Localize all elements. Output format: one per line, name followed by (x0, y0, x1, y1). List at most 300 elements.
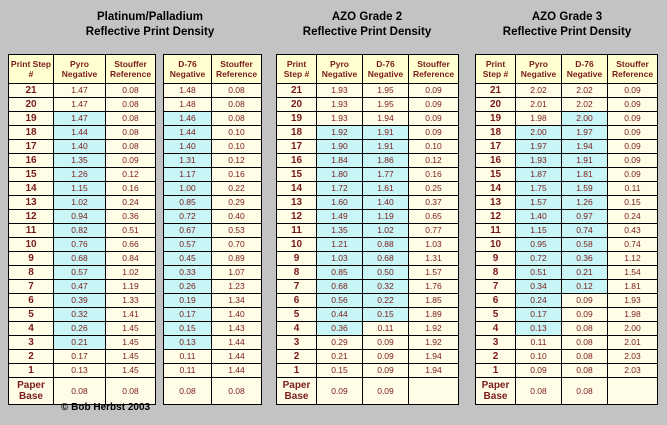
table-row (277, 154, 459, 168)
header-print-step: Print Step # (9, 55, 54, 84)
header-stouffer-reference: Stouffer Reference (106, 55, 156, 84)
stouffer-cell: 1.45 (106, 336, 156, 350)
d76-cell: 0.21 (562, 266, 608, 280)
d76-cell: 1.95 (363, 98, 409, 112)
table-row (9, 252, 156, 266)
table-row (9, 322, 156, 336)
stouffer-cell: 0.53 (212, 224, 262, 238)
step-cell: 20 (9, 98, 54, 112)
pyro-cell: 0.72 (516, 252, 562, 266)
stouffer-cell: 0.40 (212, 210, 262, 224)
d76-cell: 1.17 (164, 168, 212, 182)
d76-cell: 1.59 (562, 182, 608, 196)
stouffer-cell: 0.08 (212, 112, 262, 126)
step-cell: 9 (277, 252, 317, 266)
step-cell: 13 (9, 196, 54, 210)
table-row (277, 266, 459, 280)
stouffer-cell: 0.10 (409, 140, 459, 154)
step-cell: 10 (9, 238, 54, 252)
stouffer-cell: 0.29 (212, 196, 262, 210)
pyro-cell: 0.11 (516, 336, 562, 350)
table-row (9, 350, 156, 364)
table-row (9, 168, 156, 182)
table-row (164, 252, 262, 266)
pyro-cell: 1.44 (54, 126, 106, 140)
stouffer-cell: 1.94 (409, 364, 459, 378)
d76-cell: 0.97 (562, 210, 608, 224)
step-cell: 4 (277, 322, 317, 336)
stouffer-cell: 1.12 (608, 252, 658, 266)
stouffer-cell: 1.89 (409, 308, 459, 322)
stouffer-cell: 1.93 (608, 294, 658, 308)
stouffer-cell: 0.08 (106, 112, 156, 126)
step-cell: 19 (9, 112, 54, 126)
stouffer-cell: 1.45 (106, 322, 156, 336)
pyro-cell: 0.29 (317, 336, 363, 350)
pyro-cell: 0.68 (54, 252, 106, 266)
step-cell: 2 (277, 350, 317, 364)
table-row (9, 154, 156, 168)
step-cell: 20 (277, 98, 317, 112)
stouffer-cell: 0.09 (409, 84, 459, 98)
pyro-cell: 1.49 (317, 210, 363, 224)
table-row (476, 140, 658, 154)
stouffer-cell: 2.03 (608, 364, 658, 378)
d76-cell: 0.08 (164, 378, 212, 405)
stouffer-cell: 1.54 (608, 266, 658, 280)
pyro-cell: 0.26 (54, 322, 106, 336)
stouffer-cell: 0.43 (608, 224, 658, 238)
step-cell: 10 (277, 238, 317, 252)
stouffer-cell: 0.09 (608, 154, 658, 168)
stouffer-cell: 0.70 (212, 238, 262, 252)
pyro-cell: 0.32 (54, 308, 106, 322)
table-row (9, 182, 156, 196)
table-row (9, 126, 156, 140)
stouffer-cell: 1.92 (409, 336, 459, 350)
stouffer-cell: 1.31 (409, 252, 459, 266)
step-cell: 8 (9, 266, 54, 280)
azo2-title-line1: AZO Grade 2 (331, 11, 403, 23)
stouffer-cell: 0.09 (608, 84, 658, 98)
d76-cell: 1.94 (363, 112, 409, 126)
header-stouffer-reference: Stouffer Reference (212, 55, 262, 84)
d76-cell: 1.48 (164, 84, 212, 98)
step-cell: 18 (277, 126, 317, 140)
stouffer-cell: 1.33 (106, 294, 156, 308)
stouffer-cell: 1.19 (106, 280, 156, 294)
azo3-title (477, 10, 657, 40)
pyro-cell: 0.51 (516, 266, 562, 280)
stouffer-cell: 1.92 (409, 322, 459, 336)
d76-cell: 0.32 (363, 280, 409, 294)
stouffer-cell: 0.66 (106, 238, 156, 252)
step-cell: 15 (9, 168, 54, 182)
table-row (9, 364, 156, 378)
pyro-cell: 1.93 (516, 154, 562, 168)
d76-cell: 0.11 (164, 350, 212, 364)
step-cell: 2 (476, 350, 516, 364)
step-cell: 17 (9, 140, 54, 154)
d76-cell: 0.15 (363, 308, 409, 322)
d76-cell: 0.26 (164, 280, 212, 294)
table-row (164, 224, 262, 238)
pyro-cell: 1.97 (516, 140, 562, 154)
d76-cell: 0.68 (363, 252, 409, 266)
table-row (476, 336, 658, 350)
d76-cell: 0.08 (562, 364, 608, 378)
d76-cell: 0.09 (363, 378, 409, 405)
stouffer-cell: 1.44 (212, 364, 262, 378)
table-row (164, 308, 262, 322)
pyro-cell: 1.47 (54, 98, 106, 112)
table-row (277, 308, 459, 322)
pyro-cell: 0.44 (317, 308, 363, 322)
step-cell: 16 (9, 154, 54, 168)
table-row (476, 266, 658, 280)
pyro-cell: 0.56 (317, 294, 363, 308)
d76-cell: 0.22 (363, 294, 409, 308)
stouffer-cell: 0.09 (106, 154, 156, 168)
pyro-cell: 1.93 (317, 112, 363, 126)
table-row (164, 84, 262, 98)
stouffer-cell: 1.44 (212, 350, 262, 364)
step-cell: 17 (277, 140, 317, 154)
table-row (277, 98, 459, 112)
table-row (164, 168, 262, 182)
stouffer-cell: 2.00 (608, 322, 658, 336)
d76-cell: 0.09 (562, 308, 608, 322)
step-cell: 12 (9, 210, 54, 224)
step-cell: 5 (9, 308, 54, 322)
pyro-cell: 0.08 (516, 378, 562, 405)
step-cell: 4 (476, 322, 516, 336)
stouffer-cell: 1.02 (106, 266, 156, 280)
table-row (9, 266, 156, 280)
azo2-title (277, 10, 457, 40)
step-cell: 10 (476, 238, 516, 252)
step-cell: 19 (476, 112, 516, 126)
azo3-title-line1: AZO Grade 3 (531, 11, 603, 23)
d76-cell: 1.94 (562, 140, 608, 154)
step-cell: 16 (277, 154, 317, 168)
pyro-cell: 1.40 (516, 210, 562, 224)
header-stouffer-reference: Stouffer Reference (409, 55, 459, 84)
table-row (164, 364, 262, 378)
stouffer-cell: 0.09 (608, 98, 658, 112)
stouffer-cell: 0.08 (106, 140, 156, 154)
d76-cell: 1.26 (562, 196, 608, 210)
pyro-cell: 0.17 (54, 350, 106, 364)
d76-cell: 0.08 (562, 378, 608, 405)
d76-cell: 2.02 (562, 98, 608, 112)
stouffer-cell: 0.24 (106, 196, 156, 210)
table-row (476, 238, 658, 252)
stouffer-cell: 1.23 (212, 280, 262, 294)
step-cell: 6 (9, 294, 54, 308)
pyro-cell: 1.03 (317, 252, 363, 266)
table-row (476, 168, 658, 182)
d76-cell: 0.57 (164, 238, 212, 252)
d76-cell: 0.13 (164, 336, 212, 350)
azo3-title-line2: Reflective Print Density (502, 26, 632, 38)
header-print-step: Print Step # (476, 55, 516, 84)
step-cell: 16 (476, 154, 516, 168)
stouffer-cell: 0.08 (212, 98, 262, 112)
stouffer-cell: 1.45 (106, 350, 156, 364)
table-row (9, 140, 156, 154)
step-cell: 5 (277, 308, 317, 322)
d76-cell: 0.09 (363, 350, 409, 364)
pyro-cell: 0.21 (317, 350, 363, 364)
table-row (164, 182, 262, 196)
table-row (476, 84, 658, 98)
d76-cell: 0.08 (562, 350, 608, 364)
pyro-cell: 0.10 (516, 350, 562, 364)
table-row (476, 98, 658, 112)
stouffer-cell: 0.08 (106, 98, 156, 112)
d76-cell: 1.91 (363, 140, 409, 154)
table-row (277, 224, 459, 238)
table-row (9, 84, 156, 98)
table-row (476, 322, 658, 336)
pyro-cell: 0.13 (54, 364, 106, 378)
pyro-cell: 0.47 (54, 280, 106, 294)
step-cell: 2 (9, 350, 54, 364)
pyro-cell: 1.47 (54, 112, 106, 126)
step-cell: 11 (277, 224, 317, 238)
pt-pd-title (60, 10, 240, 40)
pyro-cell: 0.21 (54, 336, 106, 350)
table-row (476, 126, 658, 140)
stouffer-cell: 0.15 (608, 196, 658, 210)
stouffer-cell: 1.41 (106, 308, 156, 322)
pyro-cell: 0.36 (317, 322, 363, 336)
paper-base-label: Paper Base (9, 378, 54, 405)
paper-base-row (476, 378, 658, 405)
d76-cell: 2.02 (562, 84, 608, 98)
header-pyro-negative: Pyro Negative (317, 55, 363, 84)
table-row (277, 252, 459, 266)
stouffer-cell: 0.09 (608, 140, 658, 154)
step-cell: 13 (476, 196, 516, 210)
stouffer-cell: 0.12 (212, 154, 262, 168)
header-pyro-negative: Pyro Negative (54, 55, 106, 84)
d76-cell: 0.09 (363, 336, 409, 350)
step-cell: 4 (9, 322, 54, 336)
table-row (277, 196, 459, 210)
pyro-cell: 1.40 (54, 140, 106, 154)
table-row (164, 210, 262, 224)
pyro-cell: 1.60 (317, 196, 363, 210)
paper-base-label: Paper Base (476, 378, 516, 405)
table-row (277, 336, 459, 350)
step-cell: 15 (476, 168, 516, 182)
stouffer-cell: 0.09 (409, 98, 459, 112)
stouffer-cell: 1.98 (608, 308, 658, 322)
table-row (277, 280, 459, 294)
d76-cell: 0.33 (164, 266, 212, 280)
header-d76-negative: D-76 Negative (562, 55, 608, 84)
d76-cell: 0.85 (164, 196, 212, 210)
stouffer-cell: 0.09 (608, 112, 658, 126)
table-row (164, 140, 262, 154)
d76-cell: 1.95 (363, 84, 409, 98)
stouffer-cell: 0.37 (409, 196, 459, 210)
step-cell: 14 (476, 182, 516, 196)
paper-base-row (9, 378, 156, 405)
pyro-cell: 2.01 (516, 98, 562, 112)
step-cell: 18 (9, 126, 54, 140)
d76-cell: 1.19 (363, 210, 409, 224)
pyro-cell: 1.35 (317, 224, 363, 238)
table-row (9, 336, 156, 350)
step-cell: 1 (277, 364, 317, 378)
d76-cell: 1.40 (164, 140, 212, 154)
stouffer-cell: 0.77 (409, 224, 459, 238)
stouffer-cell: 1.43 (212, 322, 262, 336)
stouffer-cell: 1.34 (212, 294, 262, 308)
pyro-cell: 1.75 (516, 182, 562, 196)
d76-cell: 1.31 (164, 154, 212, 168)
table-row (476, 280, 658, 294)
d76-cell: 0.67 (164, 224, 212, 238)
d76-cell: 1.91 (562, 154, 608, 168)
stouffer-cell: 0.25 (409, 182, 459, 196)
step-cell: 21 (476, 84, 516, 98)
table-row (9, 308, 156, 322)
d76-cell: 2.00 (562, 112, 608, 126)
table-row (164, 322, 262, 336)
stouffer-cell: 0.11 (608, 182, 658, 196)
table-row (164, 196, 262, 210)
table-row (476, 196, 658, 210)
step-cell: 14 (9, 182, 54, 196)
d76-cell: 0.72 (164, 210, 212, 224)
d76-cell: 0.88 (363, 238, 409, 252)
table-row (277, 210, 459, 224)
d76-cell: 0.11 (363, 322, 409, 336)
step-cell: 1 (476, 364, 516, 378)
d76-cell: 1.00 (164, 182, 212, 196)
d76-cell: 1.40 (363, 196, 409, 210)
stouffer-cell (409, 378, 459, 405)
step-cell: 3 (476, 336, 516, 350)
d76-cell: 1.61 (363, 182, 409, 196)
pyro-cell: 2.02 (516, 84, 562, 98)
table-row (277, 238, 459, 252)
table-row (476, 112, 658, 126)
stouffer-cell: 1.57 (409, 266, 459, 280)
stouffer-cell: 1.81 (608, 280, 658, 294)
d76-cell: 0.45 (164, 252, 212, 266)
stouffer-cell: 0.12 (106, 168, 156, 182)
step-cell: 21 (277, 84, 317, 98)
pyro-cell: 0.08 (54, 378, 106, 405)
step-cell: 20 (476, 98, 516, 112)
step-cell: 15 (277, 168, 317, 182)
table-row (476, 154, 658, 168)
pyro-cell: 0.17 (516, 308, 562, 322)
d76-cell: 0.08 (562, 336, 608, 350)
table-row (9, 294, 156, 308)
table-row (9, 280, 156, 294)
stouffer-cell: 0.08 (106, 126, 156, 140)
pyro-cell: 1.84 (317, 154, 363, 168)
table-row (9, 196, 156, 210)
table-row (164, 280, 262, 294)
stouffer-cell: 0.89 (212, 252, 262, 266)
pyro-cell: 0.39 (54, 294, 106, 308)
stouffer-cell: 0.84 (106, 252, 156, 266)
step-cell: 11 (476, 224, 516, 238)
paper-base-row (277, 378, 459, 405)
table-row (164, 98, 262, 112)
pt-pd-pyro-table (8, 54, 156, 405)
step-cell: 6 (277, 294, 317, 308)
d76-cell: 1.91 (363, 126, 409, 140)
stouffer-cell: 1.45 (106, 364, 156, 378)
table-row (9, 238, 156, 252)
stouffer-cell: 0.10 (212, 126, 262, 140)
pyro-cell: 1.87 (516, 168, 562, 182)
stouffer-cell: 1.07 (212, 266, 262, 280)
table-row (277, 322, 459, 336)
stouffer-cell: 1.85 (409, 294, 459, 308)
stouffer-cell: 0.10 (212, 140, 262, 154)
d76-cell: 0.36 (562, 252, 608, 266)
pyro-cell: 0.57 (54, 266, 106, 280)
table-row (164, 266, 262, 280)
paper-base-row (164, 378, 262, 405)
step-cell: 9 (9, 252, 54, 266)
copyright: © Bob Herbst 2003 (61, 402, 151, 413)
pyro-cell: 1.72 (317, 182, 363, 196)
stouffer-cell: 0.51 (106, 224, 156, 238)
step-cell: 8 (476, 266, 516, 280)
pyro-cell: 1.47 (54, 84, 106, 98)
table-row (164, 112, 262, 126)
pyro-cell: 1.93 (317, 98, 363, 112)
step-cell: 17 (476, 140, 516, 154)
table-row (476, 252, 658, 266)
table-row (277, 168, 459, 182)
d76-cell: 1.86 (363, 154, 409, 168)
stouffer-cell: 0.36 (106, 210, 156, 224)
d76-cell: 0.74 (562, 224, 608, 238)
d76-cell: 0.09 (562, 294, 608, 308)
table-row (277, 84, 459, 98)
d76-cell: 1.48 (164, 98, 212, 112)
step-cell: 3 (9, 336, 54, 350)
stouffer-cell: 0.22 (212, 182, 262, 196)
table-row (164, 294, 262, 308)
stouffer-cell: 0.08 (106, 84, 156, 98)
stouffer-cell: 1.44 (212, 336, 262, 350)
header-pyro-negative: Pyro Negative (516, 55, 562, 84)
step-cell: 11 (9, 224, 54, 238)
pyro-cell: 0.09 (317, 378, 363, 405)
pyro-cell: 0.82 (54, 224, 106, 238)
pyro-cell: 1.93 (317, 84, 363, 98)
stouffer-cell: 0.09 (409, 112, 459, 126)
step-cell: 18 (476, 126, 516, 140)
pyro-cell: 0.24 (516, 294, 562, 308)
table-row (277, 364, 459, 378)
pyro-cell: 0.34 (516, 280, 562, 294)
d76-cell: 1.02 (363, 224, 409, 238)
step-cell: 7 (277, 280, 317, 294)
